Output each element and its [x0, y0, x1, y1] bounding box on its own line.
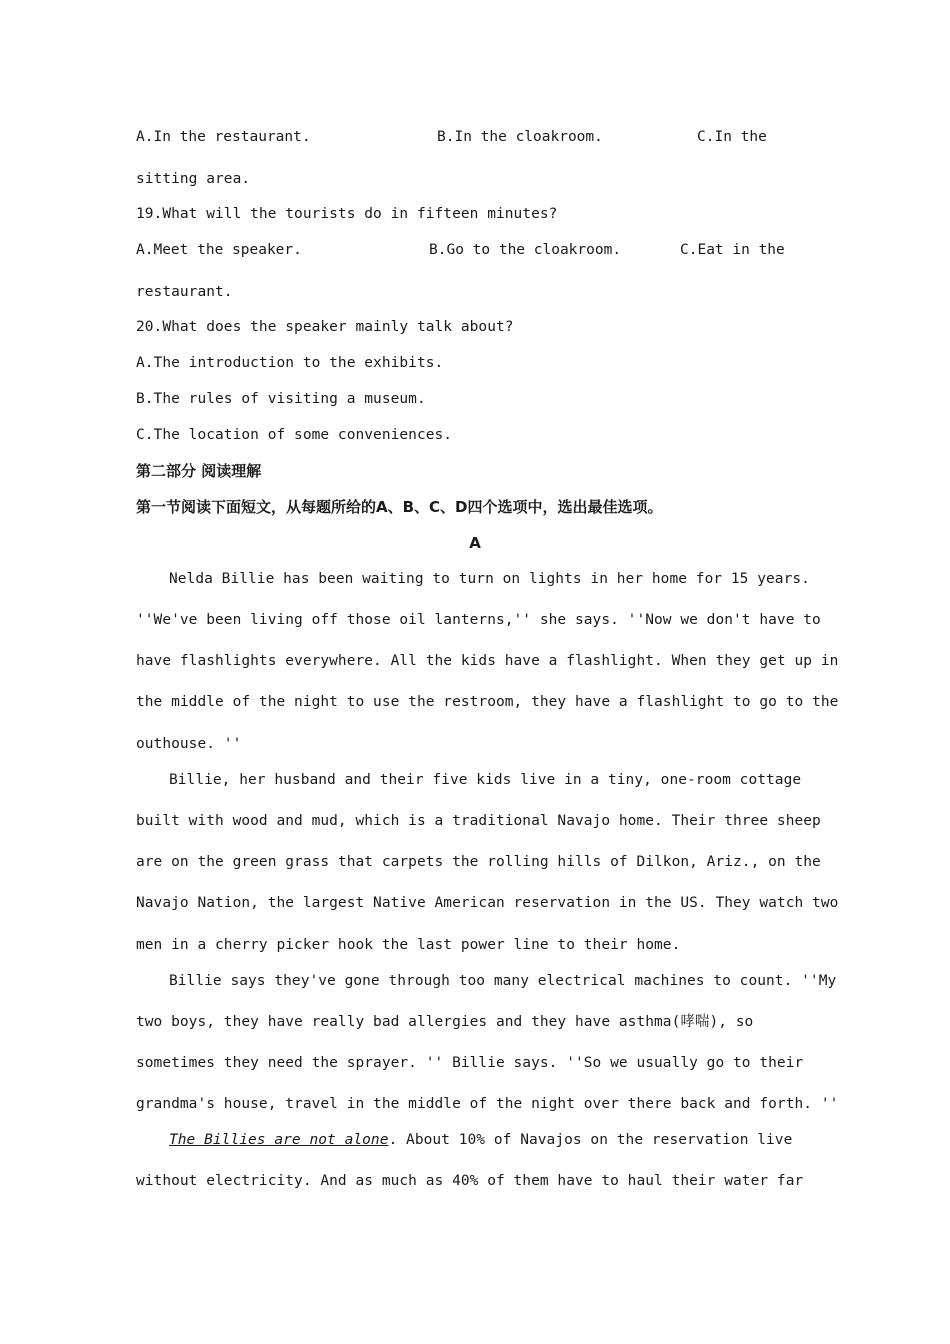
passage-line: Navajo Nation, the largest Native American reservation in the US. They watch two	[136, 895, 839, 911]
passage-line: men in a cherry picker hook the last power line to their home.	[136, 937, 681, 953]
part-title: 第二部分 阅读理解	[136, 462, 262, 480]
q20-option-a: A.The introduction to the exhibits.	[136, 355, 444, 371]
passage-line: without electricity. And as much as 40% of them have to haul their water far	[136, 1173, 804, 1189]
passage-line: have flashlights everywhere. All the kids have a flashlight. When they get up in	[136, 653, 839, 669]
passage-line: two boys, they have really bad allergies and they have asthma(哮喘), so	[136, 1014, 754, 1030]
passage-label: A	[469, 534, 481, 552]
passage-line: Nelda Billie has been waiting to turn on lights in her home for 15 years.	[169, 571, 810, 587]
q19-option-c: C.Eat in the	[680, 242, 785, 258]
q19-option-a: A.Meet the speaker.	[136, 242, 302, 258]
passage-line: grandma's house, travel in the middle of the night over there back and forth. ''	[136, 1096, 839, 1112]
q20-option-b: B.The rules of visiting a museum.	[136, 391, 426, 407]
passage-line: sometimes they need the sprayer. '' Billie says. ''So we usually go to their	[136, 1055, 804, 1071]
passage-line: Billie, her husband and their five kids live in a tiny, one-room cottage	[169, 772, 802, 788]
passage-line: built with wood and mud, which is a traditional Navajo home. Their three sheep	[136, 813, 821, 829]
passage-line: Billie says they've gone through too many electrical machines to count. ''My	[169, 973, 837, 989]
passage-line-rest: . About 10% of Navajos on the reservation live	[388, 1132, 793, 1148]
q18-option-a: A.In the restaurant.	[136, 129, 311, 145]
q20-question: 20.What does the speaker mainly talk about?	[136, 319, 514, 335]
q18-option-c: C.In the	[697, 129, 767, 145]
q19-option-c-continued: restaurant.	[136, 284, 233, 300]
q18-option-c-continued: sitting area.	[136, 171, 251, 187]
q19-option-b: B.Go to the cloakroom.	[429, 242, 622, 258]
passage-line: the middle of the night to use the restroom, they have a flashlight to go to the	[136, 694, 839, 710]
underlined-phrase: The Billies are not alone	[169, 1132, 389, 1148]
q19-question: 19.What will the tourists do in fifteen minutes?	[136, 206, 558, 222]
q20-option-c: C.The location of some conveniences.	[136, 427, 453, 443]
passage-line: ''We've been living off those oil lanterns,'' she says. ''Now we don't have to	[136, 612, 821, 628]
section-instruction: 第一节阅读下面短文，从每题所给的A、B、C、D四个选项中，选出最佳选项。	[136, 498, 663, 516]
passage-line: outhouse. ''	[136, 736, 242, 752]
passage-line: are on the green grass that carpets the rolling hills of Dilkon, Ariz., on the	[136, 854, 821, 870]
q18-option-b: B.In the cloakroom.	[437, 129, 603, 145]
passage-line-p4	[169, 1130, 792, 1150]
